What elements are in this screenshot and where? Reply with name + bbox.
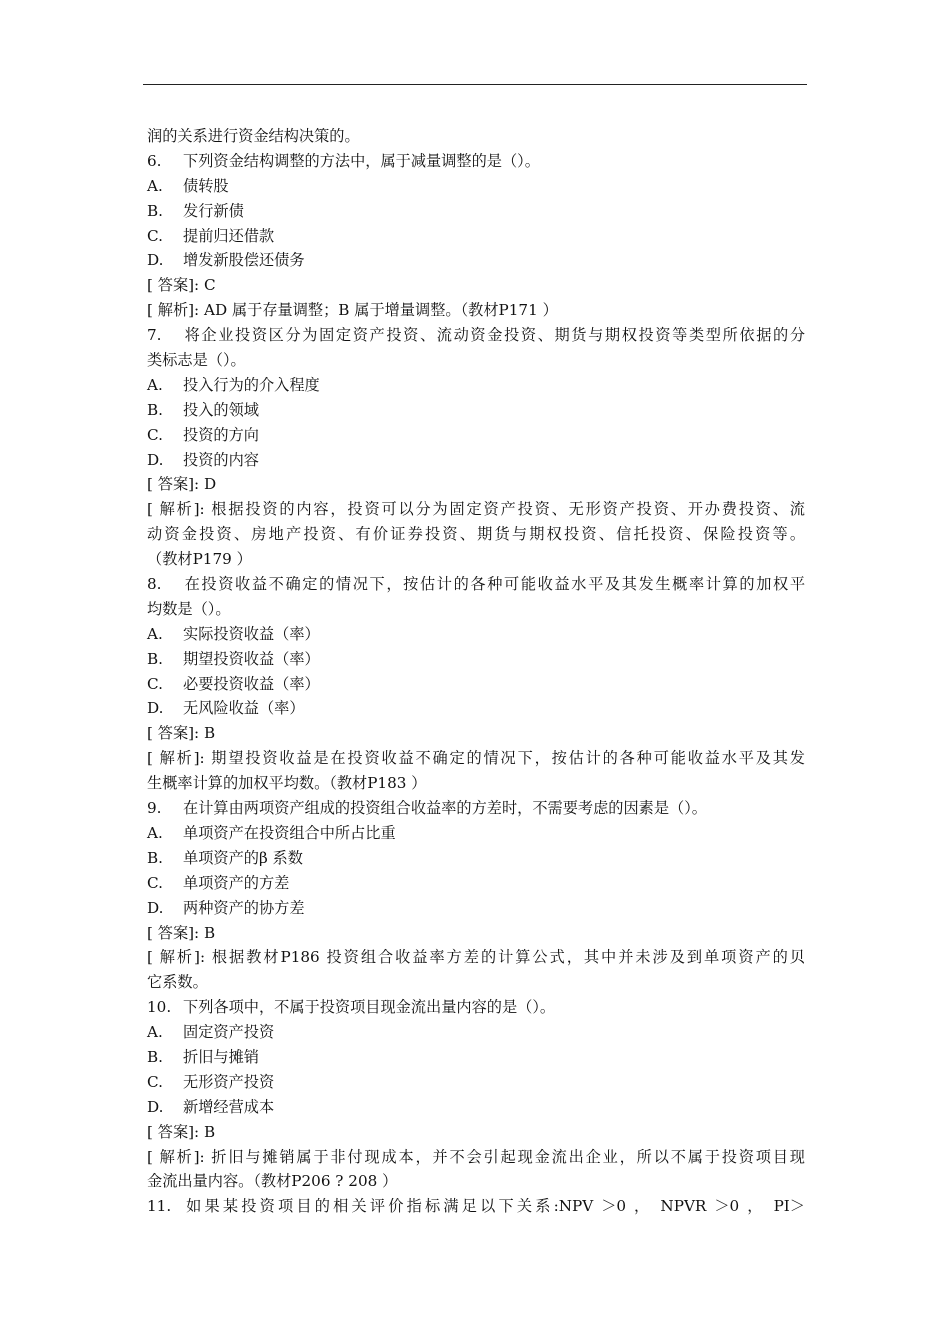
text-line: [ 答案]: B (147, 923, 216, 942)
text-line: [ 答案]: C (147, 276, 216, 295)
option-line (147, 423, 805, 448)
line-text: 下列资金结构调整的方法中，属于减量调整的是（）。 (183, 151, 540, 170)
option-line (147, 1045, 805, 1070)
option-line (147, 1095, 805, 1120)
line-text: 期望投资收益（率） (183, 649, 320, 668)
question-number: 6. (147, 151, 162, 170)
line-text: 动资金投资、房地产投资、有价证券投资、期货与期权投资、信托投资、保险投资等。 (147, 525, 805, 544)
question-line (147, 796, 805, 821)
line-text: 必要投资收益（率） (183, 674, 320, 693)
option-letter: D. (147, 251, 164, 270)
option-line (147, 672, 805, 697)
text-line (147, 522, 805, 547)
document-body (147, 124, 805, 1219)
option-line (147, 224, 805, 249)
line-text: 实际投资收益（率） (183, 624, 320, 643)
option-line (147, 174, 805, 199)
option-line (147, 1070, 805, 1095)
question-line (147, 572, 805, 597)
option-line (147, 846, 805, 871)
question-number: 10. (147, 998, 172, 1017)
option-line (147, 647, 805, 672)
question-line (147, 149, 805, 174)
text-line: [ 答案]: B (147, 1122, 216, 1141)
option-line (147, 398, 805, 423)
line-text: 投资的方向 (183, 425, 259, 444)
option-line (147, 871, 805, 896)
option-letter: B. (147, 400, 163, 419)
text-line: 类标志是（）。 (147, 351, 246, 370)
option-line (147, 199, 805, 224)
question-line (147, 1194, 805, 1219)
line-text: 下列各项中，不属于投资项目现金流出量内容的是（）。 (183, 998, 556, 1017)
line-text: 折旧与摊销 (183, 1047, 259, 1066)
line-text: 新增经营成本 (183, 1097, 275, 1116)
option-letter: D. (147, 450, 164, 469)
text-line: 均数是（）。 (147, 599, 231, 618)
text-line: 金流出量内容。（教材P206 ? 208 ） (147, 1172, 398, 1191)
option-letter: C. (147, 226, 163, 245)
line-text: 如果某投资项目的相关评价指标满足以下关系:NPV ＞0 ， NPVR ＞0 ， PI＞ (183, 1197, 805, 1216)
line-text: [ 解析]: 根据教材P186 投资组合收益率方差的计算公式，其中并未涉及到单项资产的贝 (147, 948, 805, 967)
option-letter: D. (147, 898, 164, 917)
option-letter: D. (147, 1097, 164, 1116)
option-letter: A. (147, 375, 163, 394)
text-line (147, 1145, 805, 1170)
option-line (147, 896, 805, 921)
line-text: 提前归还借款 (183, 226, 275, 245)
option-letter: B. (147, 1047, 163, 1066)
question-number: 11. (147, 1197, 172, 1216)
line-text: 在计算由两项资产组成的投资组合收益率的方差时，不需要考虑的因素是（）。 (183, 799, 707, 818)
option-line (147, 248, 805, 273)
line-text: 固定资产投资 (183, 1023, 275, 1042)
text-line (147, 746, 805, 771)
line-text: [ 解析]: 根据投资的内容，投资可以分为固定资产投资、无形资产投资、开办费投资、流 (147, 500, 805, 519)
line-text: 无形资产投资 (183, 1072, 275, 1091)
question-number: 7. (147, 326, 162, 345)
question-number: 9. (147, 799, 162, 818)
option-letter: A. (147, 176, 163, 195)
text-line: 它系数。 (147, 973, 208, 992)
line-text: 单项资产在投资组合中所占比重 (183, 823, 396, 842)
option-line (147, 821, 805, 846)
line-text: 债转股 (183, 176, 229, 195)
line-text: 将企业投资区分为固定资产投资、流动资金投资、期货与期权投资等类型所依据的分 (183, 326, 805, 345)
option-letter: C. (147, 873, 163, 892)
option-line (147, 622, 805, 647)
option-letter: B. (147, 649, 163, 668)
option-line (147, 696, 805, 721)
line-text: 投资的内容 (183, 450, 259, 469)
option-letter: B. (147, 848, 163, 867)
line-text: 单项资产的方差 (183, 873, 290, 892)
text-line: [ 答案]: D (147, 475, 217, 494)
question-number: 8. (147, 575, 162, 594)
text-line: [ 答案]: B (147, 724, 216, 743)
option-letter: A. (147, 624, 163, 643)
line-text: [ 解析]: 折旧与摊销属于非付现成本，并不会引起现金流出企业，所以不属于投资项目现 (147, 1147, 805, 1166)
option-line (147, 448, 805, 473)
option-line (147, 1020, 805, 1045)
line-text: 投入的领域 (183, 400, 259, 419)
option-letter: D. (147, 699, 164, 718)
text-line (147, 497, 805, 522)
line-text: 发行新债 (183, 201, 244, 220)
text-line (147, 945, 805, 970)
text-line: 生概率计算的加权平均数。（教材P183 ） (147, 774, 427, 793)
line-text: 无风险收益（率） (183, 699, 305, 718)
line-text: 单项资产的β 系数 (183, 848, 303, 867)
option-letter: B. (147, 201, 163, 220)
option-letter: C. (147, 425, 163, 444)
option-letter: A. (147, 1023, 163, 1042)
text-line: 润的关系进行资金结构决策的。 (147, 127, 360, 145)
line-text: [ 解析]: 期望投资收益是在投资收益不确定的情况下，按估计的各种可能收益水平及其发 (147, 749, 805, 768)
text-line: [ 解析]: AD 属于存量调整；B 属于增量调整。（教材P171 ） (147, 301, 558, 320)
question-line (147, 995, 805, 1020)
line-text: 投入行为的介入程度 (183, 375, 320, 394)
option-letter: A. (147, 823, 163, 842)
line-text: 在投资收益不确定的情况下，按估计的各种可能收益水平及其发生概率计算的加权平 (183, 575, 805, 594)
line-text: 增发新股偿还债务 (183, 251, 305, 270)
option-letter: C. (147, 1072, 163, 1091)
option-letter: C. (147, 674, 163, 693)
question-line (147, 323, 805, 348)
line-text: 两种资产的协方差 (183, 898, 305, 917)
text-line: （教材P179 ） (147, 550, 252, 569)
header-rule (143, 84, 807, 85)
option-line (147, 373, 805, 398)
